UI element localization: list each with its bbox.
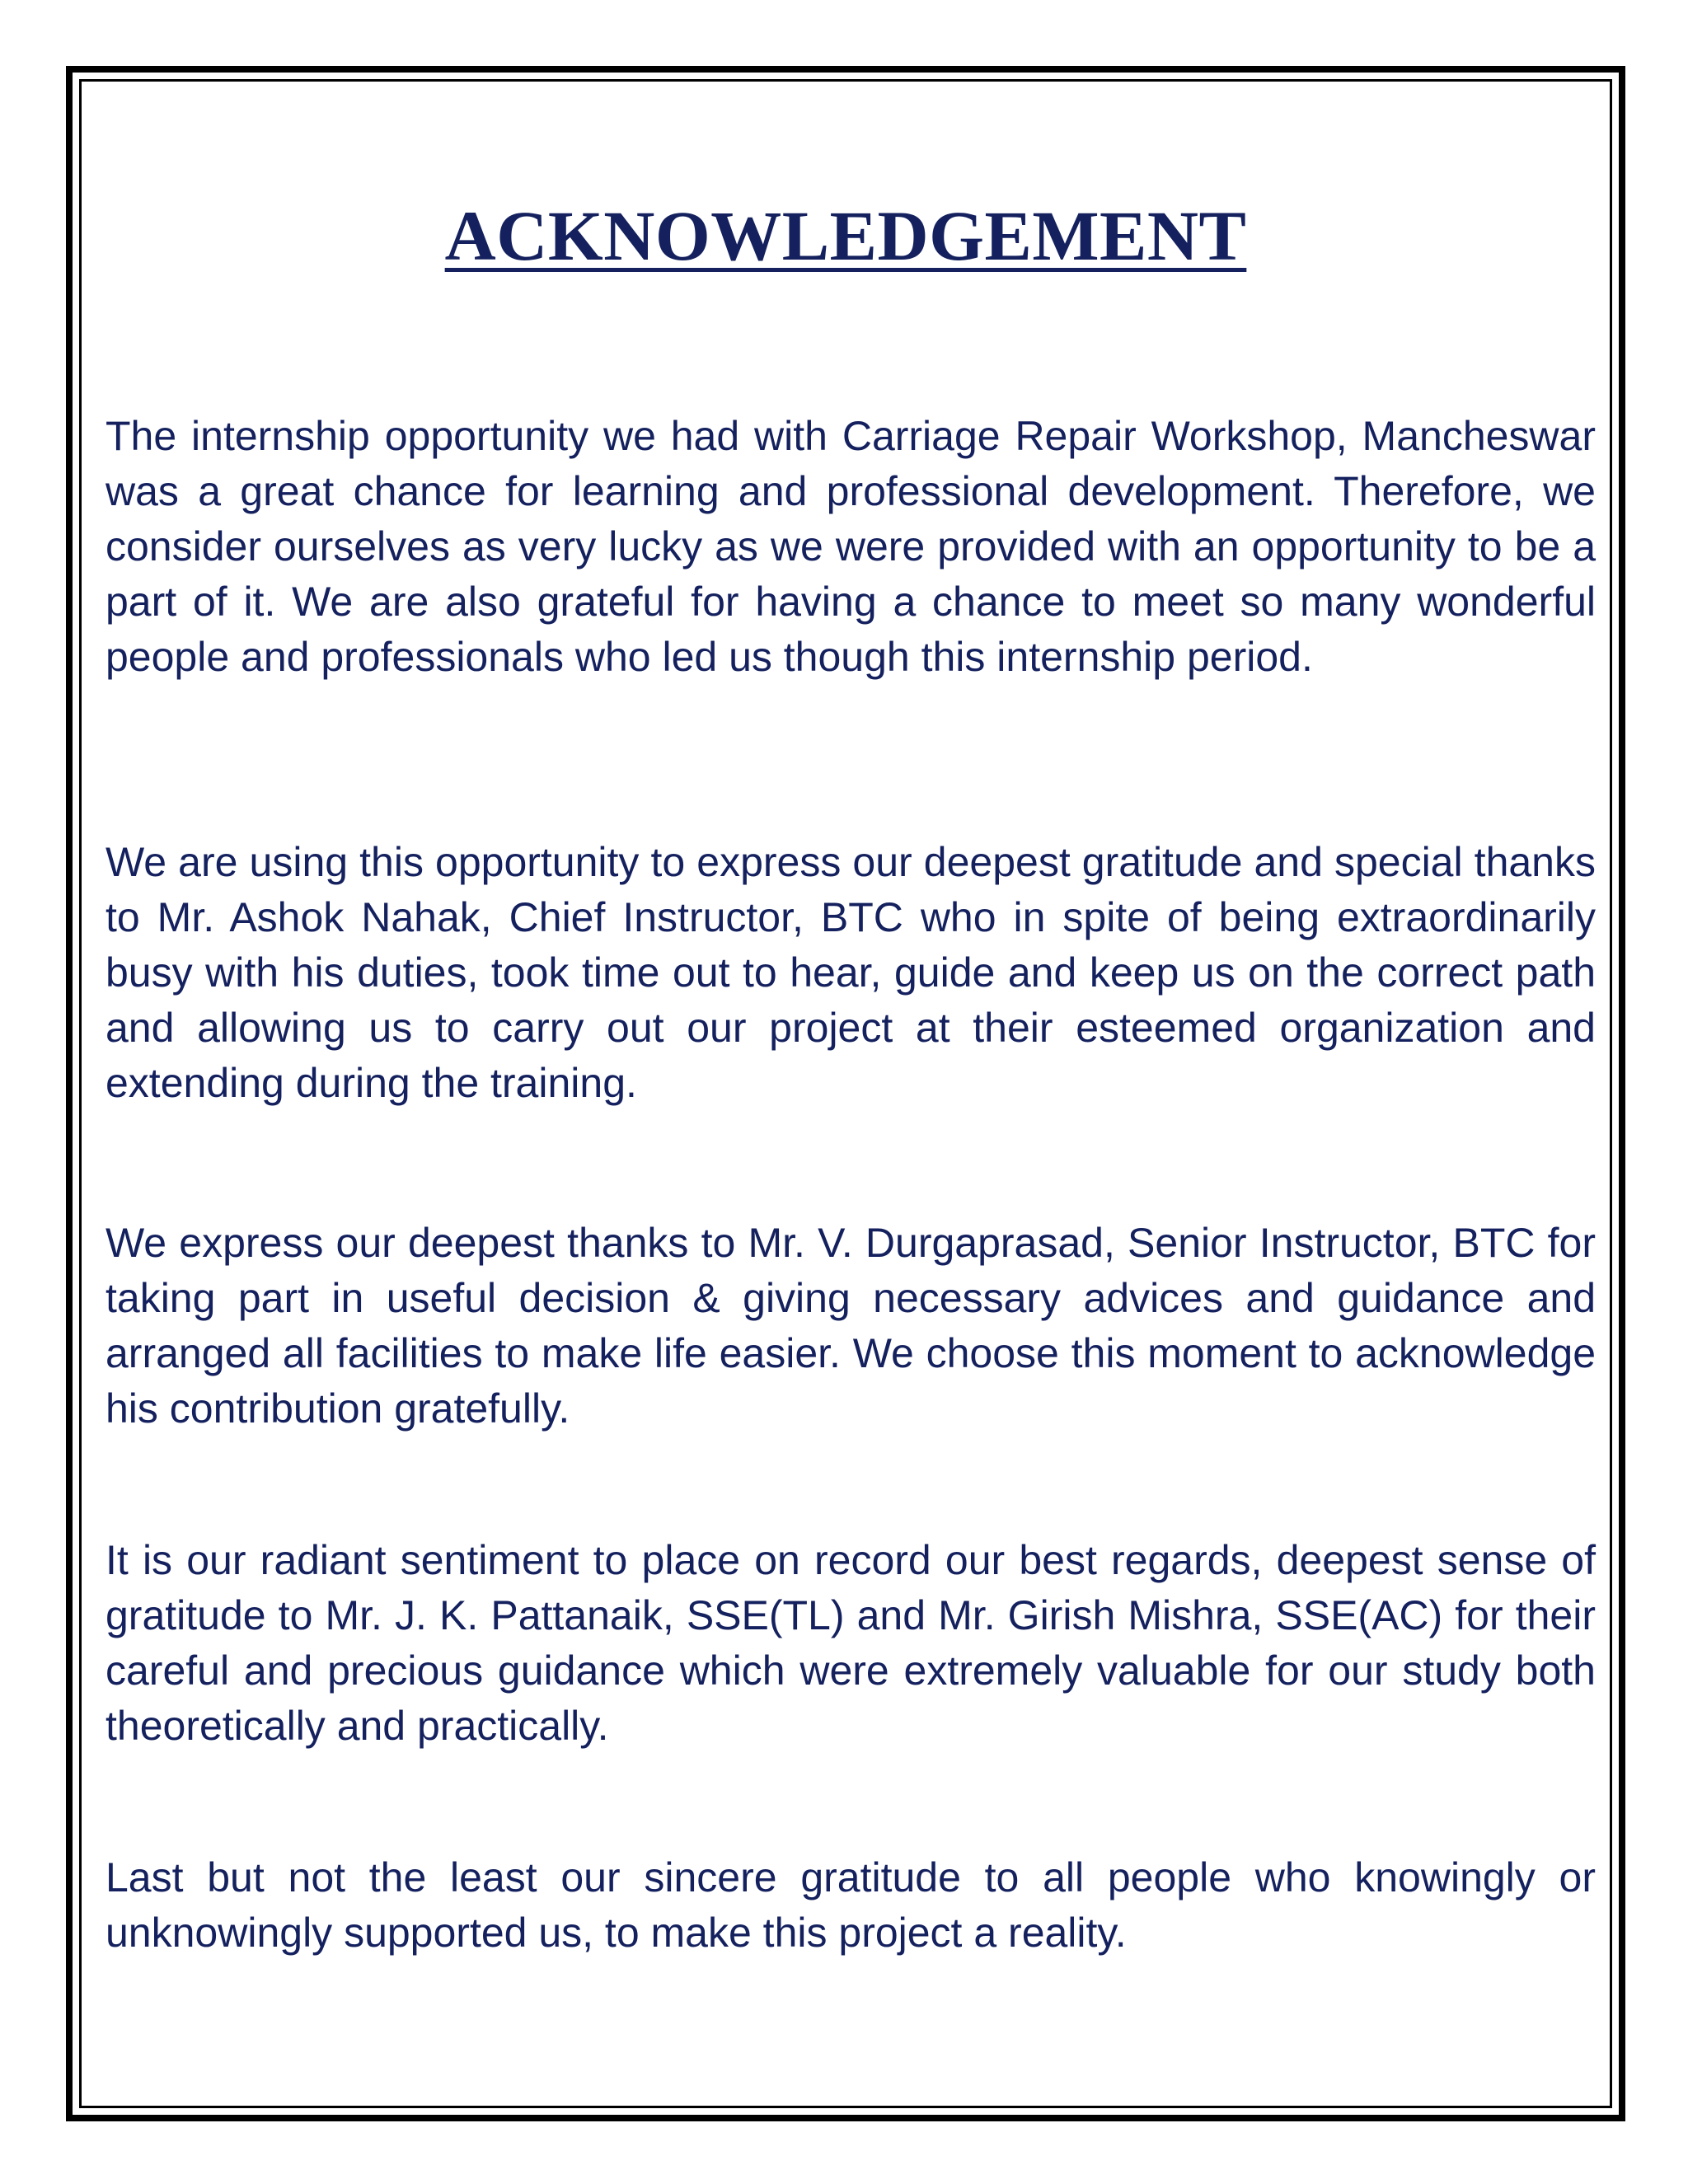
paragraph-chief-instructor: We are using this opportunity to express our deepest gratitude and special thanks to Mr. Ashok Nahak, Chief Instructor, BTC who in spite of being extraordinarily busy with his duties, took time out to hear, guide and keep us on the correct path and allowing us to carry out our project at their esteemed organization and extending during the training. — [106, 839, 1596, 1106]
page-title-text: ACKNOWLEDGEMENT — [444, 196, 1247, 275]
paragraph-sse-guidance: It is our radiant sentiment to place on record our best regards, deepest sense of gratitude to Mr. J. K. Pattanaik, SSE(TL) and Mr. Girish Mishra, SSE(AC) for their careful and precious guidance which were extremely valuable for our study both theoretically and practically. — [106, 1537, 1596, 1749]
page-title — [73, 194, 1619, 277]
page-frame — [66, 66, 1625, 2121]
paragraph-closing: Last but not the least our sincere gratitude to all people who knowingly or unknowingly supported us, to make this project a reality. — [106, 1854, 1596, 1956]
paragraph-senior-instructor: We express our deepest thanks to Mr. V. Durgaprasad, Senior Instructor, BTC for taking part in useful decision & giving necessary advices and guidance and arranged all facilities to make life easier. We choose this moment to acknowledge his contribution gratefully. — [106, 1220, 1596, 1432]
paragraph-internship: The internship opportunity we had with Carriage Repair Workshop, Mancheswar was a great chance for learning and professional development. Therefore, we consider ourselves as very lucky as we were provided with an opportunity to be a part of it. We are also grateful for having a chance to meet so many wonderful people and professionals who led us though this internship period. — [106, 413, 1596, 680]
